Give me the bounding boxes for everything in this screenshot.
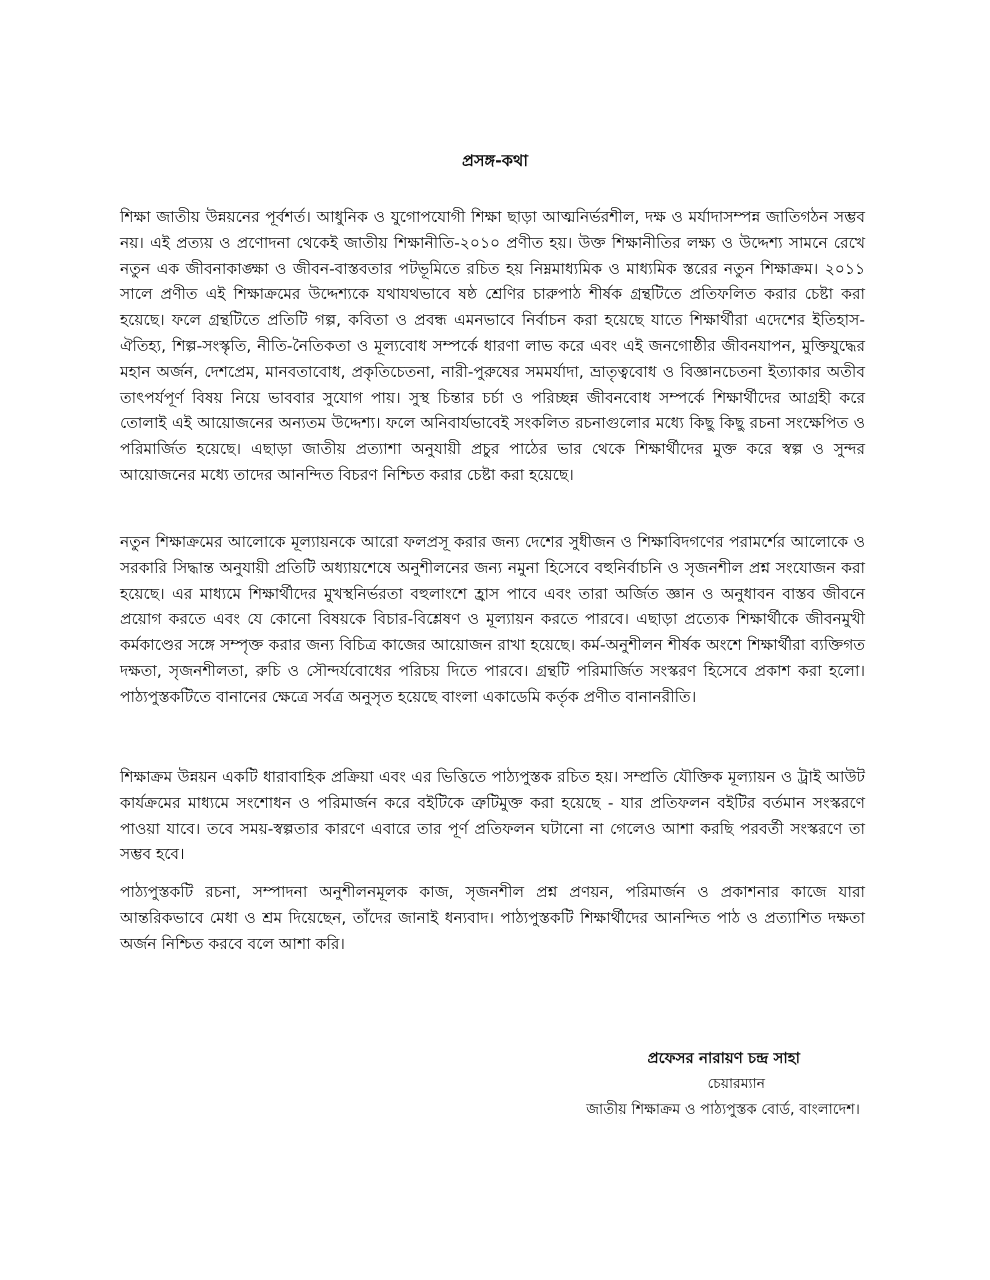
paragraph-revision: শিক্ষাক্রম উন্নয়ন একটি ধারাবাহিক প্রক্রিয়া এবং এর ভিত্তিতে পাঠ্যপুস্তক রচিত হয়। সম্প্রতি যৌক্তিক মূল্যায়ন ও ট্রাই আউট কার্যক্রমের মাধ্যমে সংশোধন ও পরিমার্জন করে বইটিকে ত্রুটিমুক্ত করা হয়েছে - যার প্রতিফলন বইটির বর্তমান সংস্করণে পাওয়া যাবে। তবে সময়-স্বল্পতার কারণে এবারে তার পূর্ণ প্রতিফলন ঘটানো না গেলেও আশা করছি পরবর্তী সংস্করণে তা সম্ভব হবে। (120, 768, 865, 864)
paragraph-thanks: পাঠ্যপুস্তকটি রচনা, সম্পাদনা অনুশীলনমূলক কাজ, সৃজনশীল প্রশ্ন প্রণয়ন, পরিমার্জন ও প্রকাশনার কাজে যারা আন্তরিকভাবে মেধা ও শ্রম দিয়েছেন, তাঁদের জানাই ধন্যবাদ। পাঠ্যপুস্তকটি শিক্ষার্থীদের আনন্দিত পাঠ ও প্রত্যাশিত দক্ষতা অর্জন নিশ্চিত করবে বলে আশা করি। (120, 883, 865, 953)
page-title: প্রসঙ্গ-কথা (462, 151, 528, 170)
signatory-organization: জাতীয় শিক্ষাক্রম ও পাঠ্যপুস্তক বোর্ড, বাংলাদেশ। (586, 1102, 860, 1118)
paragraph-intro: শিক্ষা জাতীয় উন্নয়নের পূর্বশর্ত। আধুনিক ও যুগোপযোগী শিক্ষা ছাড়া আত্মনির্ভরশীল, দক্ষ ও মর্যাদাসম্পন্ন জাতিগঠন সম্ভব নয়। এই প্রত্যয় ও প্রণোদনা থেকেই জাতীয় শিক্ষানীতি-২০১০ প্রণীত হয়। উক্ত শিক্ষানীতির লক্ষ্য ও উদ্দেশ্য সামনে রেখে নতুন এক জীবনাকাঙ্ক্ষা ও জীবন-বাস্তবতার পটভূমিতে রচিত হয় নিম্নমাধ্যমিক ও মাধ্যমিক স্তরের নতুন শিক্ষাক্রম। ২০১১ সালে প্রণীত এই শিক্ষাক্রমের উদ্দেশ্যকে যথাযথভাবে ষষ্ঠ শ্রেণির চারুপাঠ শীর্ষক গ্রন্থটিতে প্রতিফলিত করার চেষ্টা করা হয়েছে। ফলে গ্রন্থটিতে প্রতিটি গল্প, কবিতা ও প্রবন্ধ এমনভাবে নির্বাচন করা হয়েছে যাতে শিক্ষার্থীরা এদেশের ইতিহাস-ঐতিহ্য, শিল্প-সংস্কৃতি, নীতি-নৈতিকতা ও মূল্যবোধ সম্পর্কে ধারণা লাভ করে এবং এই জনগোষ্ঠীর জীবনযাপন, মুক্তিযুদ্ধের মহান অর্জন, দেশপ্রেম, মানবতাবোধ, প্রকৃতিচেতনা, নারী-পুরুষের সমমর্যাদা, ভ্রাতৃত্ববোধ ও বিজ্ঞানচেতনা ইত্যাকার অতীব তাৎপর্যপূর্ণ বিষয় নিয়ে ভাববার সুযোগ পায়। সুস্থ চিন্তার চর্চা ও পরিচ্ছন্ন জীবনবোধ সম্পর্কে শিক্ষার্থীদের আগ্রহী করে তোলাই এই আয়োজনের অন্যতম উদ্দেশ্য। ফলে অনিবার্যভাবেই সংকলিত রচনাগুলোর মধ্যে কিছু কিছু রচনা সংক্ষেপিত ও পরিমার্জিত হয়েছে। এছাড়া জাতীয় প্রত্যাশা অনুযায়ী প্রচুর পাঠের ভার থেকে শিক্ষার্থীদের মুক্ত করে স্বল্প ও সুন্দর আয়োজনের মধ্যে তাদের আনন্দিত বিচরণ নিশ্চিত করার চেষ্টা করা হয়েছে। (120, 208, 865, 484)
paragraph-assessment: নতুন শিক্ষাক্রমের আলোকে মূল্যায়নকে আরো ফলপ্রসূ করার জন্য দেশের সুধীজন ও শিক্ষাবিদগণের পরামর্শের আলোকে ও সরকারি সিদ্ধান্ত অনুযায়ী প্রতিটি অধ্যায়শেষে অনুশীলনের জন্য নমুনা হিসেবে বহুনির্বাচনি ও সৃজনশীল প্রশ্ন সংযোজন করা হয়েছে। এর মাধ্যমে শিক্ষার্থীদের মুখস্থনির্ভরতা বহুলাংশে হ্রাস পাবে এবং তারা অর্জিত জ্ঞান ও অনুধাবন বাস্তব জীবনে প্রয়োগ করতে এবং যে কোনো বিষয়কে বিচার-বিশ্লেষণ ও মূল্যায়ন করতে পারবে। এছাড়া প্রত্যেক শিক্ষার্থীকে জীবনমুখী কর্মকাণ্ডের সঙ্গে সম্পৃক্ত করার জন্য বিচিত্র কাজের আয়োজন রাখা হয়েছে। কর্ম-অনুশীলন শীর্ষক অংশে শিক্ষার্থীরা ব্যক্তিগত দক্ষতা, সৃজনশীলতা, রুচি ও সৌন্দর্যবোধের পরিচয় দিতে পারবে। গ্রন্থটি পরিমার্জিত সংস্করণ হিসেবে প্রকাশ করা হলো। পাঠ্যপুস্তকটিতে বানানের ক্ষেত্রে সর্বত্র অনুসৃত হয়েছে বাংলা একাডেমি কর্তৃক প্রণীত বানানরীতি। (120, 533, 865, 706)
signatory-name: প্রফেসর নারায়ণ চন্দ্র সাহা (647, 1049, 800, 1067)
signatory-role: চেয়ারম্যান (707, 1076, 765, 1092)
signature-block (586, 1045, 860, 1123)
